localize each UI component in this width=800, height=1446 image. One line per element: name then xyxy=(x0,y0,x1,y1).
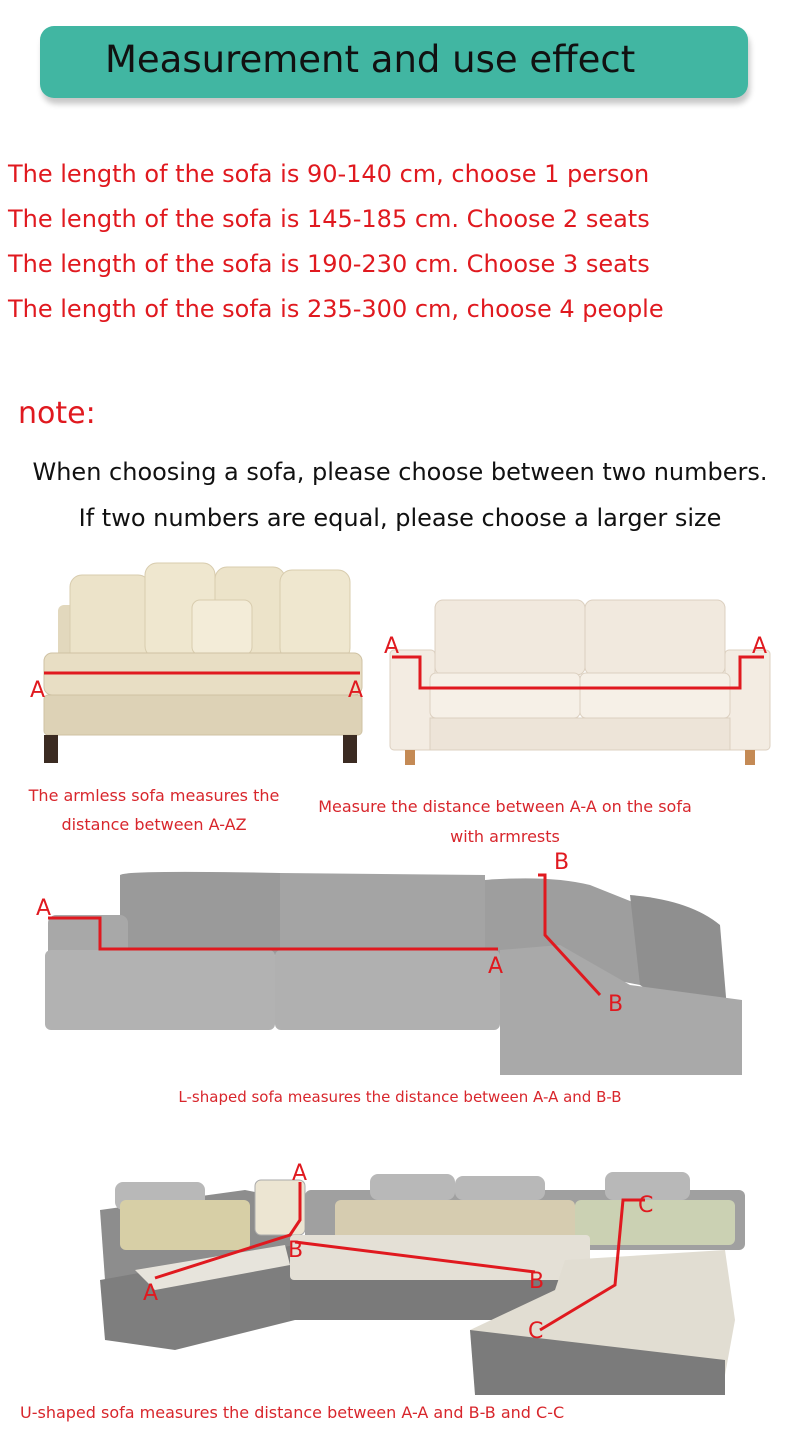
marker-a-right: A xyxy=(752,634,768,659)
armless-sofa-illustration xyxy=(30,555,375,765)
size-line-2: The length of the sofa is 145-185 cm. Choose 2 seats xyxy=(8,205,650,233)
title-banner xyxy=(40,26,748,98)
u-shaped-sofa-illustration xyxy=(95,1160,750,1400)
marker-a-top: A xyxy=(292,1161,308,1186)
size-line-3: The length of the sofa is 190-230 cm. Choose 3 seats xyxy=(8,250,650,278)
armless-caption-line-2: distance between A-AZ xyxy=(61,815,247,834)
marker-a-right: A xyxy=(488,954,504,979)
marker-a-left: A xyxy=(30,678,46,703)
size-line-4: The length of the sofa is 235-300 cm, choose 4 people xyxy=(8,295,664,323)
marker-a-left: A xyxy=(36,896,52,921)
armless-caption-line-1: The armless sofa measures the xyxy=(28,786,280,805)
marker-b-bottom: B xyxy=(608,992,624,1017)
size-line-1: The length of the sofa is 90-140 cm, choose 1 person xyxy=(8,160,650,188)
armrest-caption-line-1: Measure the distance between A-A on the sofa xyxy=(318,797,692,816)
marker-a-right: A xyxy=(348,678,364,703)
note-line-1: When choosing a sofa, please choose between two numbers. xyxy=(32,458,768,486)
armrest-sofa-illustration xyxy=(380,595,780,765)
marker-a-left: A xyxy=(384,634,400,659)
u-shaped-caption: U-shaped sofa measures the distance between A-A and B-B and C-C xyxy=(20,1403,565,1422)
marker-a-bottom: A xyxy=(143,1281,159,1306)
marker-b-left: B xyxy=(288,1238,304,1263)
page-title: Measurement and use effect xyxy=(105,38,636,81)
marker-c-bottom: C xyxy=(528,1319,544,1344)
l-shaped-sofa-illustration xyxy=(30,845,760,1085)
marker-b-top: B xyxy=(554,850,570,875)
l-shaped-caption: L-shaped sofa measures the distance between A-A and B-B xyxy=(178,1088,622,1106)
note-line-2: If two numbers are equal, please choose a larger size xyxy=(78,504,722,532)
marker-c-top: C xyxy=(638,1193,654,1218)
armrest-caption-line-2: with armrests xyxy=(450,827,560,846)
marker-b-right: B xyxy=(529,1269,545,1294)
note-label: note: xyxy=(18,396,96,431)
